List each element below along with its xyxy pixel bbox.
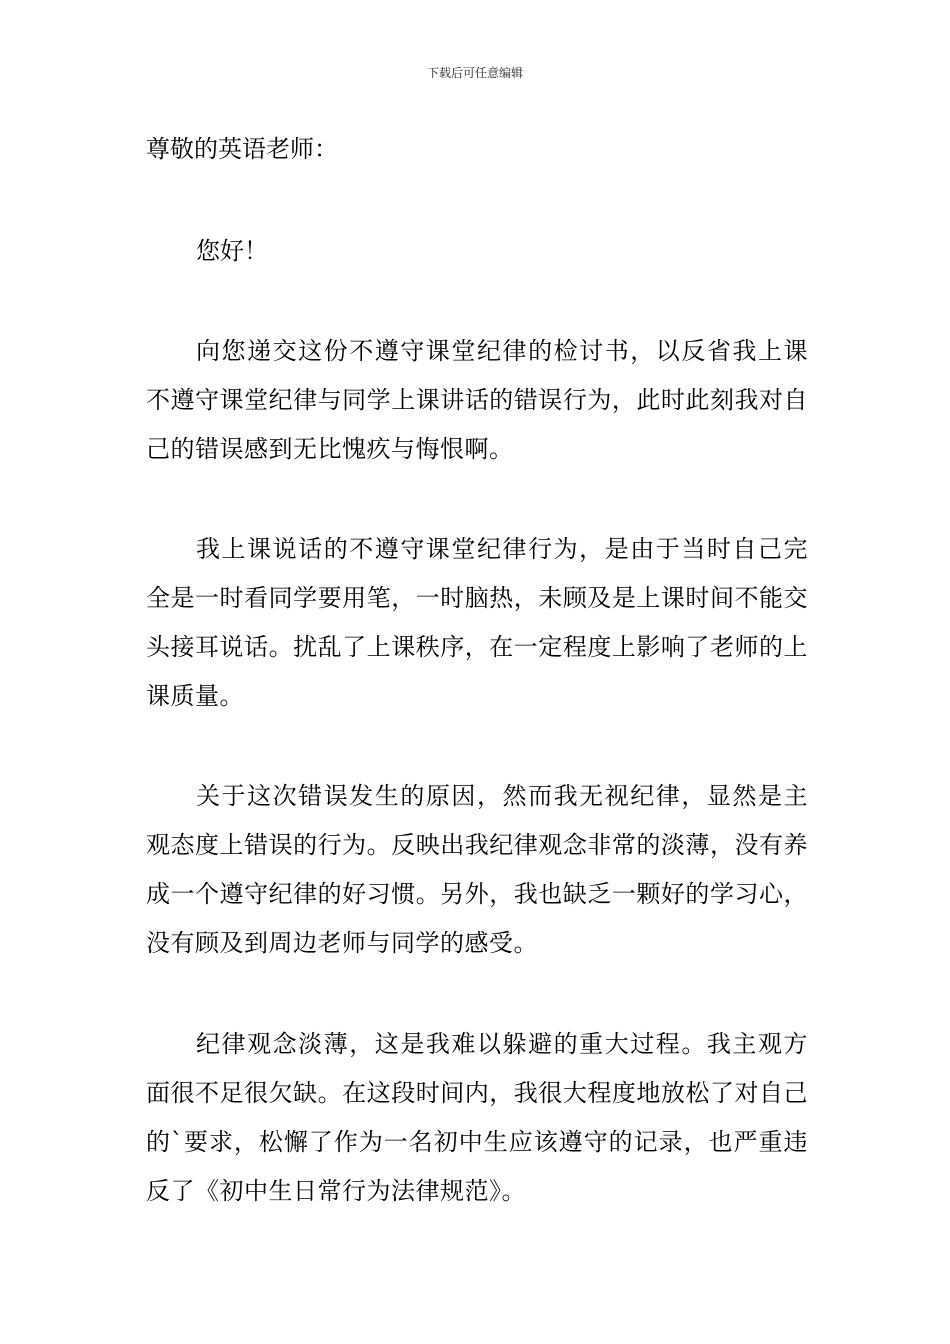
letter-salutation: 尊敬的英语老师： [146, 135, 338, 163]
paragraph-4: 纪律观念淡薄，这是我难以躲避的重大过程。我主观方面很不足很欠缺。在这段时间内，我很大程度地放松了对自己的`要求，松懈了作为一名初中生应该遵守的记录，也严重违反了《初中生日常行为法律规范》。 [146, 1030, 808, 1205]
page-header-note: 下载后可任意编辑 [426, 66, 523, 80]
paragraph-1: 向您递交这份不遵守课堂纪律的检讨书，以反省我上课不遵守课堂纪律与同学上课讲话的错误行为，此时此刻我对自己的错误感到无比愧疚与悔恨啊。 [146, 337, 808, 463]
paragraph-3: 关于这次错误发生的原因，然而我无视纪律，显然是主观态度上错误的行为。反映出我纪律观念非常的淡薄，没有养成一个遵守纪律的好习惯。另外，我也缺乏一颗好的学习心，没有顾及到周边老师与同学的感受。 [146, 782, 808, 957]
paragraph-2: 我上课说话的不遵守课堂纪律行为，是由于当时自己完全是一时看同学要用笔，一时脑热，未顾及是上课时间不能交头接耳说话。扰乱了上课秩序，在一定程度上影响了老师的上课质量。 [146, 535, 808, 710]
letter-greeting: 您好！ [196, 237, 268, 265]
